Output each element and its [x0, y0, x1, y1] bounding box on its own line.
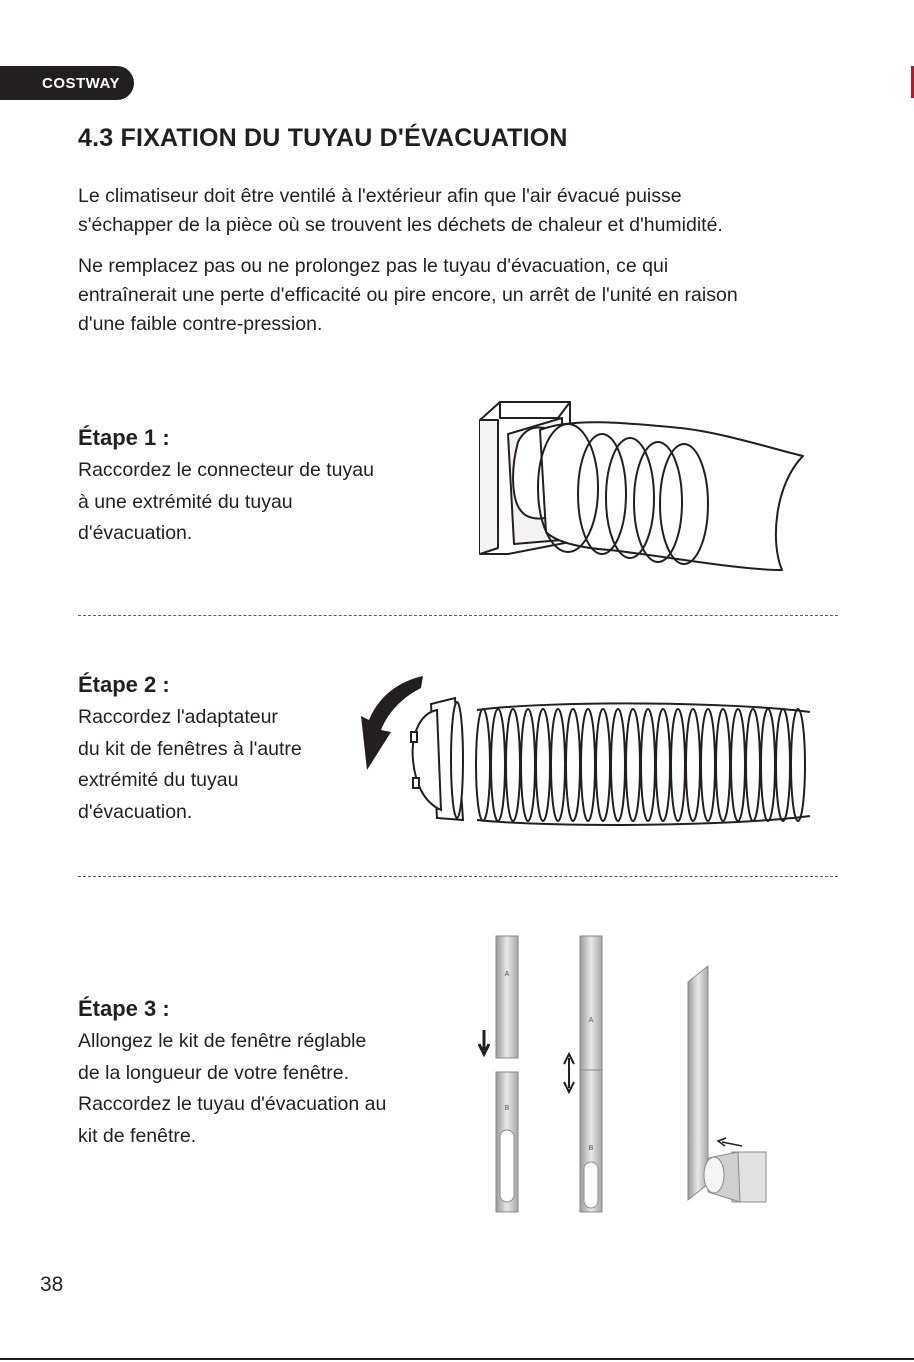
step-line: kit de fenêtre.: [78, 1124, 197, 1147]
hose-rib: [596, 709, 610, 821]
step-line: à une extrémité du tuyau: [78, 490, 293, 513]
bottom-rule: [0, 1358, 914, 1360]
intro-line: s'échapper de la pièce où se trouvent les déchets de chaleur et d'humidité.: [78, 214, 723, 236]
panel-a-label: A: [588, 1017, 594, 1024]
hose-rib: [701, 709, 715, 821]
intro-paragraph-2: [78, 252, 848, 339]
hose-rib: [686, 709, 700, 821]
step-3-title: Étape 3 :: [78, 996, 170, 1021]
step-line: d'évacuation.: [78, 522, 193, 544]
hose-rib: [581, 709, 595, 821]
intro-line: Ne remplacez pas ou ne prolongez pas le tuyau d'évacuation, ce qui: [78, 255, 669, 277]
step-1-title: Étape 1 :: [78, 425, 170, 450]
step-line: Raccordez le tuyau d'évacuation au: [78, 1093, 387, 1115]
hose-rib: [521, 709, 535, 821]
step-line: Raccordez l'adaptateur: [78, 706, 278, 728]
hose-rib: [641, 709, 655, 821]
hose-rib: [536, 709, 550, 821]
step-line: Raccordez le connecteur de tuyau: [78, 459, 374, 481]
section-title: 4.3 FIXATION DU TUYAU D'ÉVACUATION: [78, 124, 568, 152]
hose-rib: [746, 709, 760, 821]
step-1-text: [78, 455, 374, 550]
intro-line: entraînerait une perte d'efficacité ou pire encore, un arrêt de l'unité en raison: [78, 284, 738, 306]
window-adapter-hose-illustration: [355, 670, 825, 835]
step-line: de la longueur de votre fenêtre.: [78, 1061, 350, 1084]
intro-line: d'une faible contre-pression.: [78, 313, 323, 335]
slide-down-arrow-icon: [479, 1030, 489, 1054]
step-line: d'évacuation.: [78, 800, 193, 823]
hose-rib: [656, 709, 670, 821]
intro-paragraph-1: [78, 182, 848, 240]
intro-line: Le climatiseur doit être ventilé à l'extérieur afin que l'air évacué puisse: [78, 185, 682, 207]
hose-ribs: [476, 709, 805, 821]
panel-a-label: A: [504, 971, 510, 978]
step-line: Allongez le kit de fenêtre réglable: [78, 1030, 367, 1052]
dashed-divider: [78, 876, 838, 877]
step-line: du kit de fenêtres à l'autre: [78, 737, 302, 760]
page-number: 38: [40, 1273, 64, 1296]
step-3-text: [78, 1026, 386, 1152]
hose-rib: [761, 709, 775, 821]
hose-connector-illustration: [470, 392, 815, 580]
hose-rib: [791, 709, 805, 821]
panel-b-label: B: [588, 1145, 594, 1152]
hose-rib: [551, 709, 565, 821]
window-kit-illustration: [470, 930, 780, 1220]
extend-arrow-icon: [564, 1054, 574, 1092]
hose-rib: [476, 709, 490, 821]
panel-b-label: B: [504, 1105, 510, 1112]
hose-rib: [776, 709, 790, 821]
hose-rib: [506, 709, 520, 821]
hose-rib: [566, 709, 580, 821]
hose-rib: [731, 709, 745, 821]
step-2-title: Étape 2 :: [78, 672, 170, 697]
hose-rib: [626, 709, 640, 821]
step-line: extrémité du tuyau: [78, 769, 239, 791]
brand-tab: [0, 66, 134, 100]
dashed-divider: [78, 615, 838, 616]
hose-rib: [671, 709, 685, 821]
step-2-text: [78, 702, 302, 828]
hose-rib: [491, 709, 505, 821]
brand-name: COSTWAY: [42, 74, 120, 92]
hose-rib: [716, 709, 730, 821]
hose-rib: [611, 709, 625, 821]
